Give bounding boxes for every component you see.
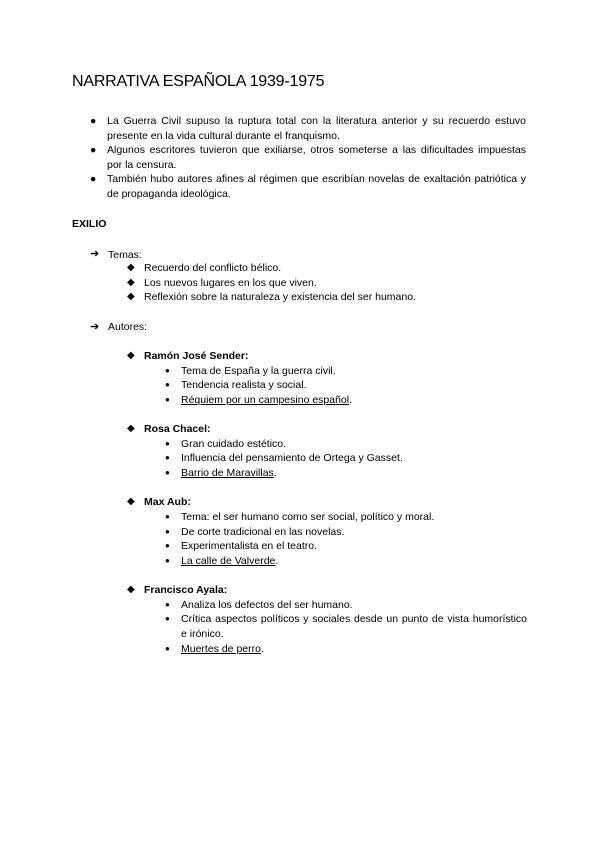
- author-work: [181, 393, 352, 408]
- author-item: Experimentalista en el teatro.: [181, 540, 317, 552]
- bullet-icon: ●: [90, 144, 97, 157]
- work-suffix: .: [349, 394, 353, 406]
- tema-item: Reflexión sobre la naturaleza y existencia del ser humano.: [144, 291, 416, 303]
- intro-list: [90, 114, 526, 202]
- author-item: De corte tradicional en las novelas.: [181, 526, 345, 538]
- bullet-icon: ●: [165, 380, 170, 389]
- bullet-icon: ●: [165, 439, 170, 448]
- bullet-icon: ●: [165, 541, 170, 550]
- author-item: Influencia del pensamiento de Ortega y Gasset.: [181, 452, 403, 464]
- bullet-icon: ●: [165, 600, 170, 609]
- diamond-icon: ◆: [127, 496, 135, 507]
- author-work: [181, 466, 277, 481]
- author-item: Tendencia realista y social.: [181, 379, 307, 391]
- author-name: Francisco Ayala:: [144, 584, 228, 596]
- bullet-icon: ●: [90, 173, 97, 186]
- author-item: Crítica aspectos políticos y sociales desde un punto de vista humorístico e irónico.: [181, 613, 527, 640]
- bullet-icon: ●: [90, 115, 97, 127]
- author-work: [181, 554, 278, 569]
- work-suffix: .: [275, 555, 279, 567]
- diamond-icon: ◆: [127, 584, 135, 595]
- diamond-icon: ◆: [127, 291, 135, 302]
- bullet-icon: ●: [165, 614, 170, 623]
- bullet-icon: ●: [165, 556, 170, 565]
- author-item: Analiza los defectos del ser humano.: [181, 599, 353, 611]
- work-title: Barrio de Maravillas: [181, 467, 274, 479]
- author-name: Rosa Chacel:: [144, 423, 211, 435]
- section-heading: EXILIO: [72, 218, 107, 230]
- diamond-icon: ◆: [127, 277, 135, 288]
- diamond-icon: ◆: [127, 262, 135, 273]
- temas-label: Temas:: [108, 249, 142, 261]
- intro-item: [90, 172, 526, 201]
- diamond-icon: ◆: [127, 423, 135, 434]
- author-work: [181, 642, 264, 657]
- diamond-icon: ◆: [127, 350, 135, 361]
- bullet-icon: ●: [165, 395, 170, 404]
- work-title: La calle de Valverde: [181, 555, 276, 567]
- intro-text: Algunos escritores tuvieron que exiliarse, otros someterse a las dificultades impuestas por la censura.: [107, 144, 526, 171]
- work-title: Muertes de perro: [181, 643, 261, 655]
- bullet-icon: ●: [165, 512, 170, 521]
- tema-item: Recuerdo del conflicto bélico.: [144, 262, 282, 274]
- author-item: Tema: el ser humano como ser social, político y moral.: [181, 511, 435, 523]
- bullet-icon: ●: [165, 453, 170, 462]
- work-suffix: .: [273, 467, 277, 479]
- arrow-icon: ➔: [90, 248, 100, 260]
- intro-text: La Guerra Civil supuso la ruptura total con la literatura anterior y su recuerdo estuvo presente en la vida cultural durante el franquismo.: [107, 115, 526, 142]
- work-suffix: .: [260, 643, 264, 655]
- bullet-icon: ●: [165, 366, 170, 375]
- author-name: Ramón José Sender:: [144, 350, 249, 362]
- work-title: Réquiem por un campesino español: [181, 394, 350, 406]
- intro-text: También hubo autores afines al régimen que escribían novelas de exaltación patriótica y de propaganda ideológica.: [107, 173, 526, 200]
- bullet-icon: ●: [165, 527, 170, 536]
- page-title: NARRATIVA ESPAÑOLA 1939-1975: [72, 73, 325, 90]
- author-item: Tema de España y la guerra civil.: [181, 365, 336, 377]
- intro-item: [90, 114, 526, 143]
- bullet-icon: ●: [165, 644, 170, 653]
- tema-item: Los nuevos lugares en los que viven.: [144, 277, 317, 289]
- author-name: Max Aub:: [144, 496, 191, 508]
- autores-label: Autores:: [108, 321, 148, 333]
- arrow-icon: ➔: [90, 321, 100, 333]
- author-item: Gran cuidado estético.: [181, 438, 287, 450]
- bullet-icon: ●: [165, 468, 170, 477]
- intro-item: [90, 143, 526, 172]
